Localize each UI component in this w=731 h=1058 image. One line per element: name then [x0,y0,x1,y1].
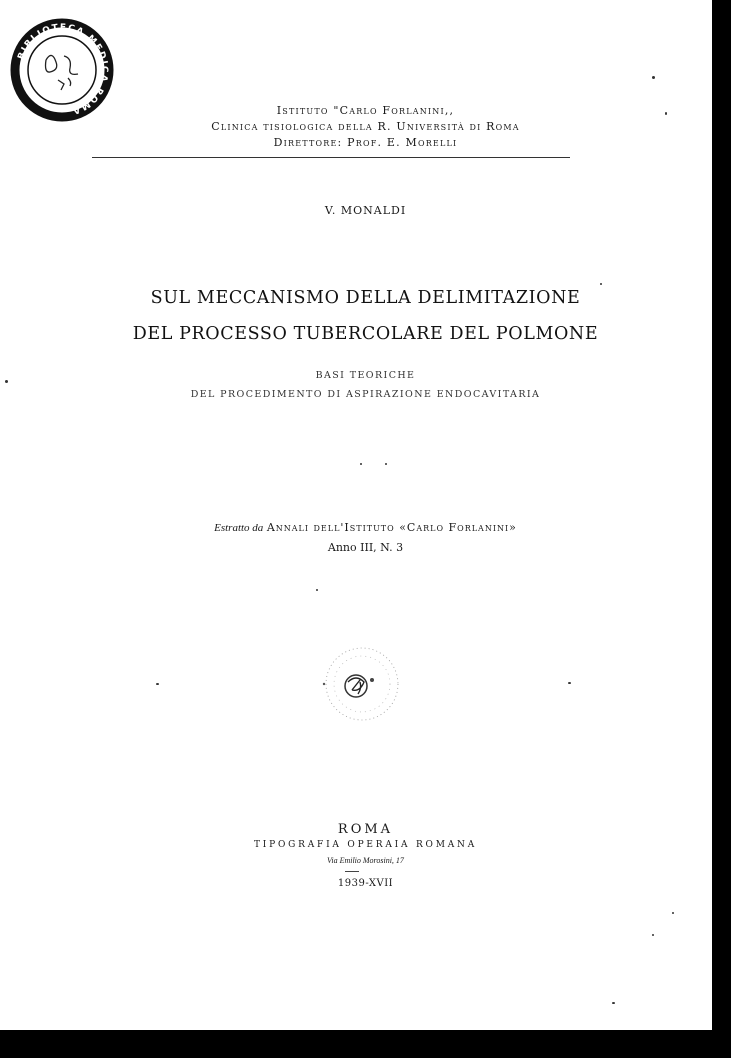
publisher-address: Via Emilio Morosini, 17 [327,856,404,865]
scan-border-right [712,0,731,1058]
separator-dash [345,871,359,872]
scan-speck [672,912,674,914]
publication-year: 1939-XVII [337,878,394,889]
publisher-name: TIPOGRAFIA OPERAIA ROMANA [253,840,478,850]
publisher-emblem [314,636,410,732]
journal-name: Annali dell'Istituto «Carlo Forlanini» [266,521,517,534]
institute-name: Istituto "Carlo Forlanini,, [276,104,455,117]
extract-source [0,521,731,534]
header-rule [92,157,570,158]
stamp-ring-text: BIBLIOTECA MEDICA ROMA [16,22,110,116]
scan-speck [600,283,602,285]
subtitle-line-1: BASI TEORICHE [315,370,416,381]
director-name: Direttore: Prof. E. Morelli [273,136,458,149]
scan-border-bottom [0,1030,731,1058]
scan-speck [652,934,654,936]
scan-speck [385,463,387,465]
publisher-city: ROMA [337,822,394,837]
journal-issue: Anno III, N. 3 [327,541,404,554]
scan-speck [652,76,655,79]
scan-speck [156,683,159,685]
scan-speck [612,1002,615,1004]
author-name: V. MONALDI [324,204,407,217]
title-line-2: DEL PROCESSO TUBERCOLARE DEL POLMONE [132,324,599,344]
clinic-name: Clinica tisiologica della R. Università di Roma [211,120,520,133]
scan-speck [360,463,362,465]
extract-prefix: Estratto da [214,522,264,534]
scan-speck [316,589,318,591]
scan-speck [665,112,667,115]
scan-speck [5,380,8,383]
subtitle-line-2: DEL PROCEDIMENTO DI ASPIRAZIONE ENDOCAVITARIA [190,389,541,400]
title-line-1: SUL MECCANISMO DELLA DELIMITAZIONE [150,288,581,308]
scan-speck [568,682,571,684]
